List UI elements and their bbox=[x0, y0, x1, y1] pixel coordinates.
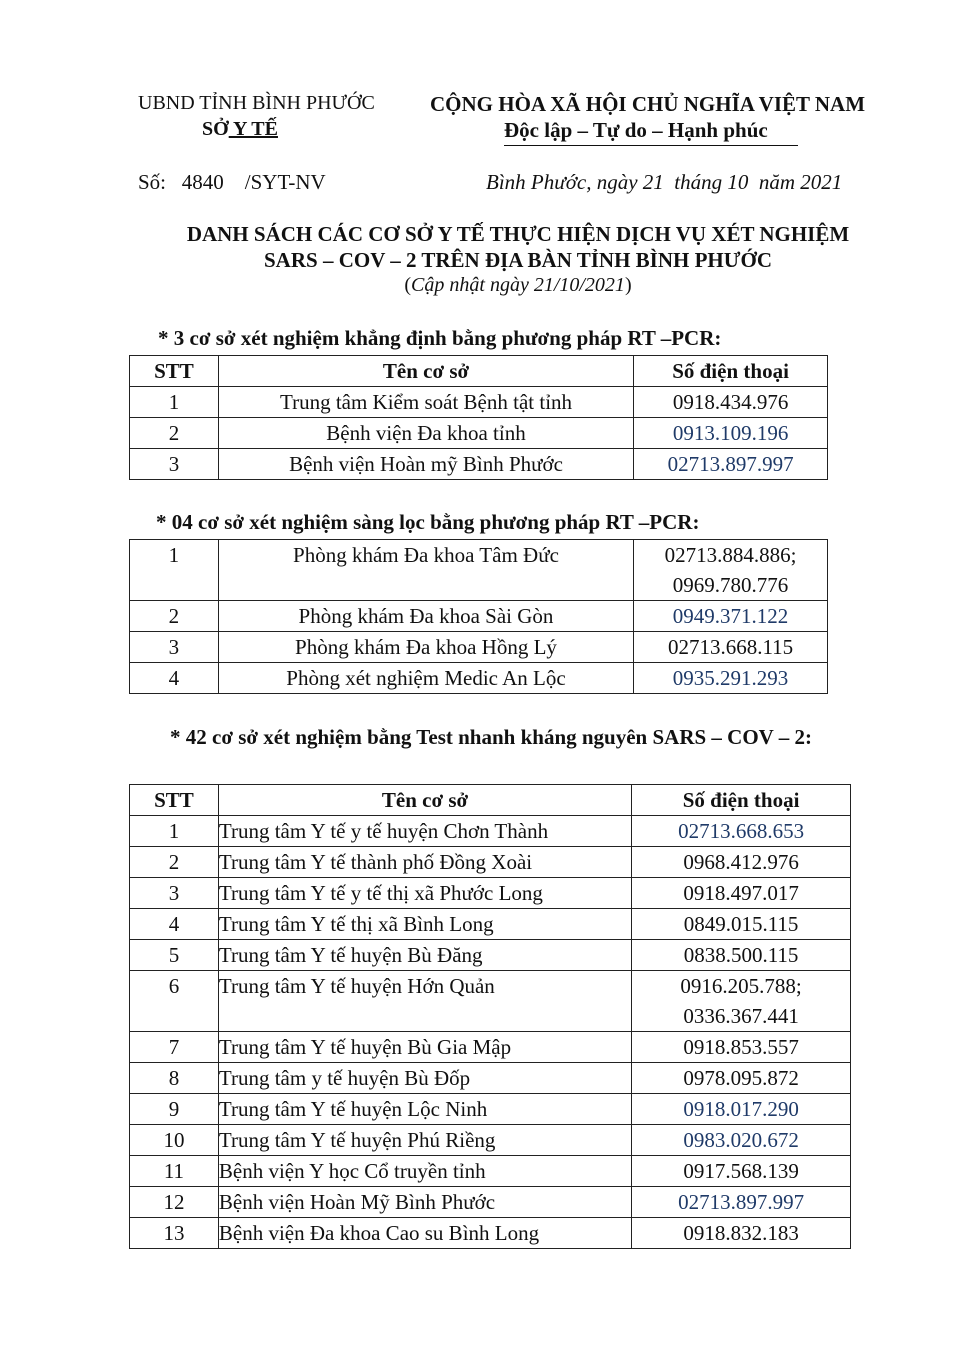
table-row bbox=[130, 847, 851, 878]
row-stt: 3 bbox=[130, 632, 219, 663]
row-stt: 3 bbox=[130, 878, 219, 909]
document-number: Số: 4840 /SYT-NV bbox=[138, 170, 326, 194]
table-row bbox=[130, 418, 828, 449]
row-name: Bệnh viện Hoàn mỹ Bình Phước bbox=[218, 449, 633, 480]
row-phone: 0968.412.976 bbox=[632, 847, 851, 878]
department-prefix: SỞ bbox=[202, 118, 229, 140]
column-header-name: Tên cơ sở bbox=[218, 785, 631, 816]
section1-table bbox=[129, 355, 828, 480]
row-phone: 0918.497.017 bbox=[632, 878, 851, 909]
row-phone: 02713.668.115 bbox=[634, 632, 828, 663]
row-stt: 9 bbox=[130, 1094, 219, 1125]
row-name: Trung tâm Y tế y tế thị xã Phước Long bbox=[218, 878, 631, 909]
row-stt: 2 bbox=[130, 418, 219, 449]
row-phone: 0918.853.557 bbox=[632, 1032, 851, 1063]
table-row bbox=[130, 1032, 851, 1063]
table-row bbox=[130, 1156, 851, 1187]
row-phone: 02713.668.653 bbox=[632, 816, 851, 847]
update-note bbox=[0, 274, 966, 297]
update-close-paren: ) bbox=[624, 274, 632, 296]
row-stt: 2 bbox=[130, 847, 219, 878]
department-name: Y TẾ bbox=[228, 118, 278, 140]
column-header-name: Tên cơ sở bbox=[218, 356, 633, 387]
section2-table bbox=[129, 539, 828, 694]
column-header-stt: STT bbox=[130, 785, 219, 816]
row-phone: 0983.020.672 bbox=[632, 1125, 851, 1156]
row-phone: 0918.434.976 bbox=[634, 387, 828, 418]
row-phone: 0913.109.196 bbox=[634, 418, 828, 449]
table-row bbox=[130, 540, 828, 601]
document-title-line2: SARS – COV – 2 TRÊN ĐỊA BÀN TỈNH BÌNH PHƯỚC bbox=[264, 248, 772, 272]
row-name: Phòng khám Đa khoa Sài Gòn bbox=[218, 601, 633, 632]
table-row bbox=[130, 1094, 851, 1125]
row-name: Trung tâm Y tế huyện Hớn Quản bbox=[218, 971, 631, 1032]
table-row bbox=[130, 632, 828, 663]
row-stt: 8 bbox=[130, 1063, 219, 1094]
update-open-paren: ( bbox=[404, 274, 412, 296]
row-phone bbox=[632, 971, 851, 1032]
document-date: Bình Phước, ngày 21 tháng 10 năm 2021 bbox=[486, 170, 843, 194]
row-name: Phòng khám Đa khoa Tâm Đức bbox=[218, 540, 633, 601]
table-row bbox=[130, 449, 828, 480]
row-stt: 4 bbox=[130, 663, 219, 694]
issuing-department bbox=[202, 118, 278, 141]
national-motto: Độc lập – Tự do – Hạnh phúc bbox=[504, 118, 768, 142]
phone-line-1: 02713.884.886; bbox=[664, 543, 797, 567]
row-stt: 7 bbox=[130, 1032, 219, 1063]
phone-line-2: 0336.367.441 bbox=[683, 1004, 799, 1028]
row-phone: 0849.015.115 bbox=[632, 909, 851, 940]
column-header-stt: STT bbox=[130, 356, 219, 387]
row-phone: 02713.897.997 bbox=[634, 449, 828, 480]
row-name: Trung tâm Y tế y tế huyện Chơn Thành bbox=[218, 816, 631, 847]
row-name: Trung tâm Y tế huyện Bù Gia Mập bbox=[218, 1032, 631, 1063]
section2-heading: * 04 cơ sở xét nghiệm sàng lọc bằng phương pháp RT –PCR: bbox=[156, 510, 700, 534]
row-name: Bệnh viện Y học Cổ truyền tỉnh bbox=[218, 1156, 631, 1187]
document-title-line1: DANH SÁCH CÁC CƠ SỞ Y TẾ THỰC HIỆN DỊCH VỤ XÉT NGHIỆM bbox=[186, 222, 850, 246]
table-row bbox=[130, 909, 851, 940]
row-name: Trung tâm Kiểm soát Bệnh tật tỉnh bbox=[218, 387, 633, 418]
table-row bbox=[130, 387, 828, 418]
row-stt: 13 bbox=[130, 1218, 219, 1249]
row-name: Trung tâm Y tế thành phố Đồng Xoài bbox=[218, 847, 631, 878]
row-stt: 4 bbox=[130, 909, 219, 940]
row-phone: 0918.832.183 bbox=[632, 1218, 851, 1249]
row-stt: 6 bbox=[130, 971, 219, 1032]
section3-heading: * 42 cơ sở xét nghiệm bằng Test nhanh kháng nguyên SARS – COV – 2: bbox=[170, 725, 812, 749]
row-phone: 02713.897.997 bbox=[632, 1187, 851, 1218]
row-name: Phòng khám Đa khoa Hồng Lý bbox=[218, 632, 633, 663]
table-row bbox=[130, 878, 851, 909]
issuing-authority: UBND TỈNH BÌNH PHƯỚC bbox=[138, 92, 375, 114]
row-name: Trung tâm Y tế huyện Phú Riềng bbox=[218, 1125, 631, 1156]
table-row bbox=[130, 971, 851, 1032]
section1-heading: * 3 cơ sở xét nghiệm khẳng định bằng phương pháp RT –PCR: bbox=[158, 326, 722, 350]
row-stt: 5 bbox=[130, 940, 219, 971]
row-phone: 0917.568.139 bbox=[632, 1156, 851, 1187]
row-stt: 3 bbox=[130, 449, 219, 480]
row-stt: 12 bbox=[130, 1187, 219, 1218]
row-name: Bệnh viện Đa khoa tỉnh bbox=[218, 418, 633, 449]
column-header-phone: Số điện thoại bbox=[634, 356, 828, 387]
row-name: Bệnh viện Hoàn Mỹ Bình Phước bbox=[218, 1187, 631, 1218]
row-phone: 0838.500.115 bbox=[632, 940, 851, 971]
row-stt: 1 bbox=[130, 816, 219, 847]
row-phone: 0978.095.872 bbox=[632, 1063, 851, 1094]
table-row bbox=[130, 663, 828, 694]
national-title: CỘNG HÒA XÃ HỘI CHỦ NGHĨA VIỆT NAM bbox=[430, 92, 866, 116]
table-header-row bbox=[130, 356, 828, 387]
row-phone: 0935.291.293 bbox=[634, 663, 828, 694]
table-row bbox=[130, 1187, 851, 1218]
table-row bbox=[130, 601, 828, 632]
row-phone: 0918.017.290 bbox=[632, 1094, 851, 1125]
table-row bbox=[130, 816, 851, 847]
row-stt: 10 bbox=[130, 1125, 219, 1156]
row-name: Trung tâm Y tế huyện Bù Đăng bbox=[218, 940, 631, 971]
row-phone: 0949.371.122 bbox=[634, 601, 828, 632]
motto-underline bbox=[504, 145, 798, 146]
row-stt: 11 bbox=[130, 1156, 219, 1187]
phone-line-1: 0916.205.788; bbox=[680, 974, 802, 998]
row-name: Bệnh viện Đa khoa Cao su Bình Long bbox=[218, 1218, 631, 1249]
row-stt: 1 bbox=[130, 540, 219, 601]
table-header-row bbox=[130, 785, 851, 816]
update-date: Cập nhật ngày 21/10/2021 bbox=[411, 274, 625, 296]
column-header-phone: Số điện thoại bbox=[632, 785, 851, 816]
row-phone bbox=[634, 540, 828, 601]
row-stt: 2 bbox=[130, 601, 219, 632]
row-name: Trung tâm Y tế thị xã Bình Long bbox=[218, 909, 631, 940]
table-row bbox=[130, 1063, 851, 1094]
section3-table bbox=[129, 784, 851, 1249]
row-name: Phòng xét nghiệm Medic An Lộc bbox=[218, 663, 633, 694]
table-row bbox=[130, 1218, 851, 1249]
table-row bbox=[130, 940, 851, 971]
table-row bbox=[130, 1125, 851, 1156]
row-stt: 1 bbox=[130, 387, 219, 418]
row-name: Trung tâm y tế huyện Bù Đốp bbox=[218, 1063, 631, 1094]
phone-line-2: 0969.780.776 bbox=[672, 573, 789, 597]
row-name: Trung tâm Y tế huyện Lộc Ninh bbox=[218, 1094, 631, 1125]
